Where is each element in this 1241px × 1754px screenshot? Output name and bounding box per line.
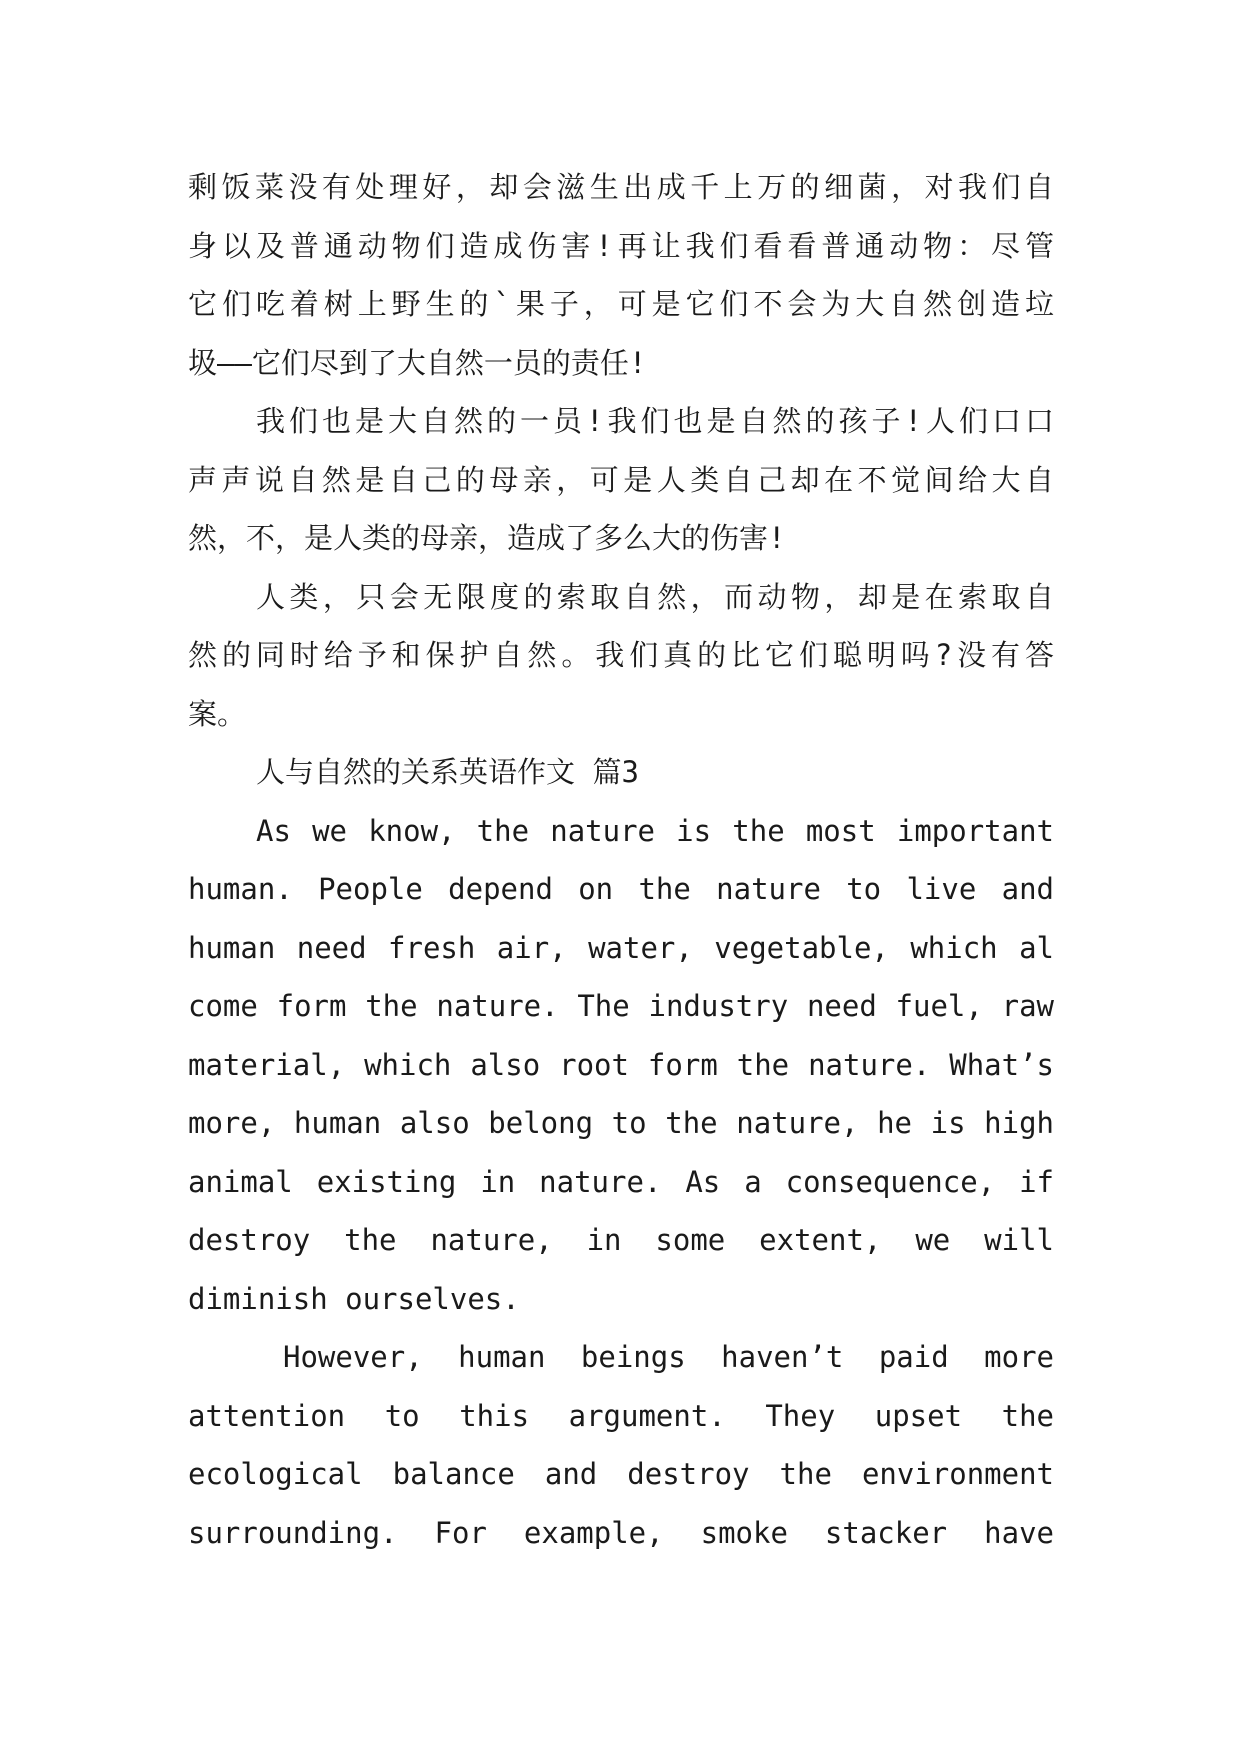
text-line: 人类，只会无限度的索取自然，而动物，却是在索取自 <box>256 579 1054 614</box>
text-line: diminish ourselves. <box>188 1281 520 1316</box>
text-line: 身以及普通动物们造成伤害!再让我们看看普通动物：尽管 <box>188 228 1054 263</box>
text-line: surrounding. For example, smoke stacker have <box>188 1515 1054 1550</box>
text-line: 案。 <box>188 696 247 731</box>
document-body <box>188 158 1054 1562</box>
text-line: attention to this argument. They upset the <box>188 1398 1054 1433</box>
text-line: 声声说自然是自己的母亲，可是人类自己却在不觉间给大自 <box>188 462 1054 497</box>
text-line: destroy the nature, in some extent, we will <box>188 1223 1054 1257</box>
section-heading: 人与自然的关系英语作文 篇3 <box>256 755 639 789</box>
text-line: 圾——它们尽到了大自然一员的责任! <box>188 345 647 380</box>
text-line: As we know, the nature is the most important <box>256 813 1054 848</box>
text-line: come form the nature. The industry need fuel, raw <box>188 989 1054 1023</box>
text-line: material, which also root form the nature. What’s <box>188 1047 1054 1082</box>
text-line: more, human also belong to the nature, he is high <box>188 1106 1054 1140</box>
text-line: ecological balance and destroy the environment <box>188 1457 1054 1491</box>
text-line: human need fresh air, water, vegetable, which al <box>188 930 1054 965</box>
text-line: animal existing in nature. As a consequence, if <box>188 1164 1054 1199</box>
text-line: 它们吃着树上野生的`果子，可是它们不会为大自然创造垃 <box>188 287 1054 321</box>
text-line: 然的同时给予和保护自然。我们真的比它们聪明吗?没有答 <box>188 638 1054 672</box>
text-line: 我们也是大自然的一员!我们也是自然的孩子!人们口口 <box>256 404 1054 438</box>
text-line: 然，不，是人类的母亲，造成了多么大的伤害! <box>188 521 786 555</box>
text-line: 剩饭菜没有处理好，却会滋生出成千上万的细菌，对我们自 <box>188 170 1054 204</box>
text-line: However, human beings haven’t paid more <box>283 1340 1054 1374</box>
text-line: human. People depend on the nature to live and <box>188 872 1054 906</box>
